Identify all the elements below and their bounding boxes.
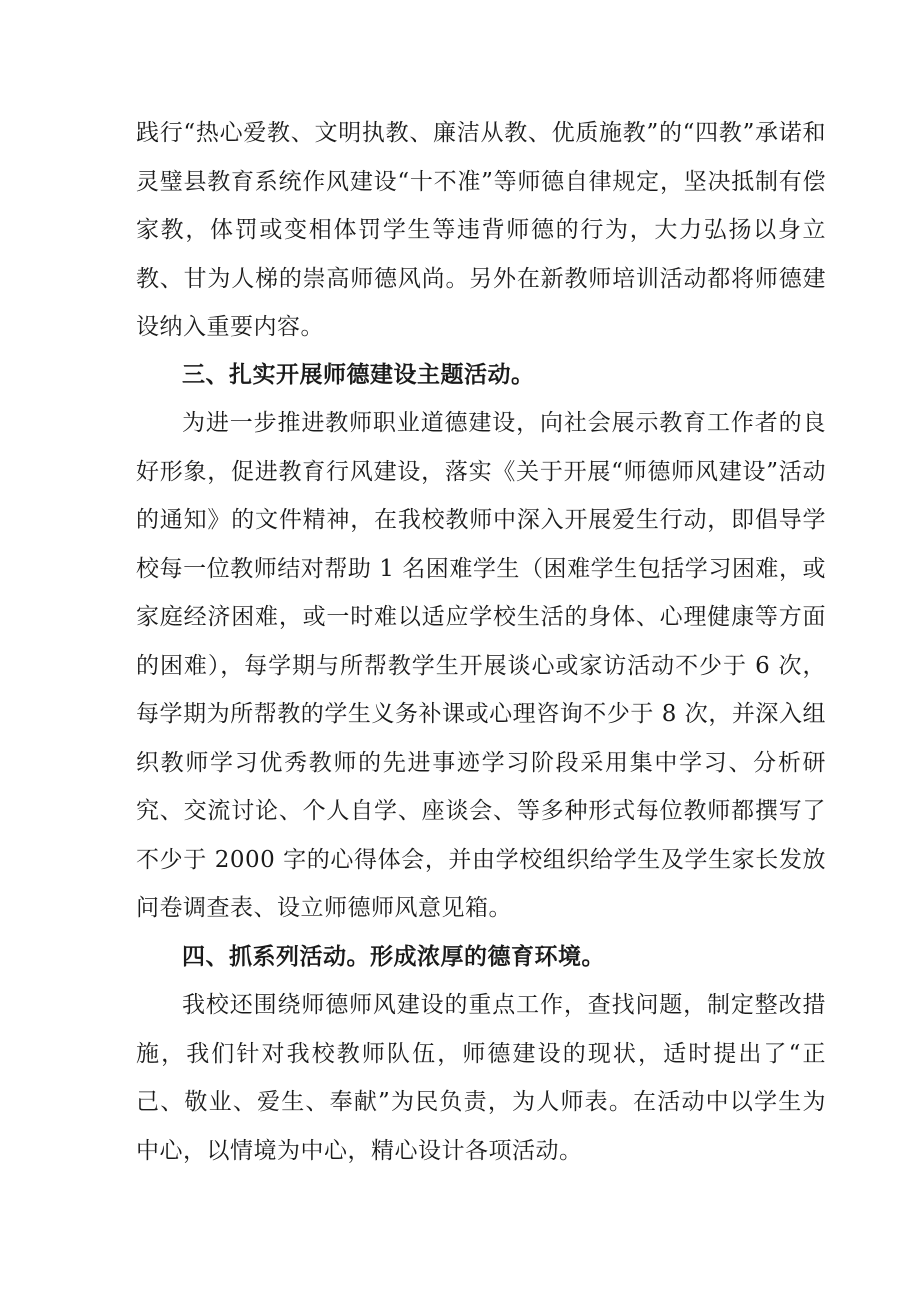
heading-section-four: 四、抓系列活动。形成浓厚的德育环境。 <box>182 944 605 970</box>
heading-section-three: 三、扎实开展师德建设主题活动。 <box>182 362 535 388</box>
paragraph-series-activities: 我校还围绕师德师风建设的重点工作，查找问题，制定整改措施，我们针对我校教师队伍，师德建设的现状，适时提出了“正己、敬业、爱生、奉献”为民负责，为人师表。在活动中以学生为中心，以情境为中心，精心设计各项活动。 <box>136 992 826 1164</box>
paragraph-theme-activities: 为进一步推进教师职业道德建设，向社会展示教育工作者的良好形象，促进教育行风建设，落实《关于开展“师德师风建设”活动的通知》的文件精神，在我校教师中深入开展爱生行动，即倡导学校每一位教师结对帮助 1 名困难学生（困难学生包括学习困难，或家庭经济困难，或一时难以适应学校生活的身体、心理健康等方面的困难），每学期与所帮教学生开展谈心或家访活动不少于 6 次，每学期为所帮教的学生义务补课或心理咨询不少于 8 次，并深入组织教师学习优秀教师的先进事迹学习阶段采用集中学习、分析研究、交流讨论、个人自学、座谈会、等多种形式每位教师都撰写了不少于 2000 字的心得体会，并由学校组织给学生及学生家长发放问卷调查表、设立师德师风意见箱。 <box>136 410 826 921</box>
paragraph-pledges: 践行“热心爱教、文明执教、廉洁从教、优质施教”的“四教”承诺和灵璧县教育系统作风建设“十不准”等师德自律规定，坚决抵制有偿家教，体罚或变相体罚学生等违背师德的行为，大力弘扬以身立教、甘为人梯的崇高师德风尚。另外在新教师培训活动都将师德建设纳入重要内容。 <box>136 120 826 340</box>
